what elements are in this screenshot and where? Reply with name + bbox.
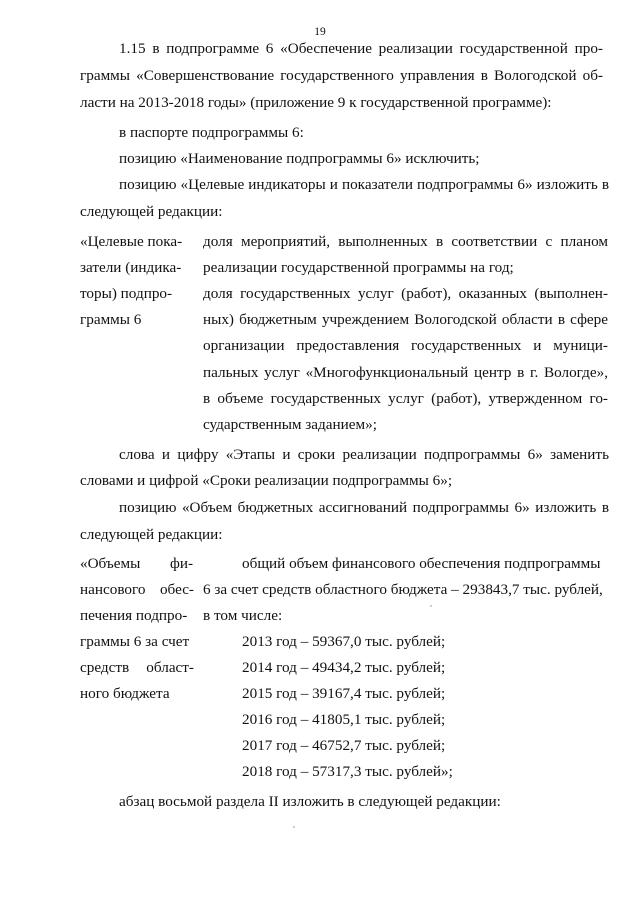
budget-right-1: общий объем финансового обеспечения подпрограммы: [242, 555, 601, 572]
budget-right-2: 6 за счет средств областного бюджета – 293843,7 тыс. рублей,: [203, 581, 603, 598]
indicators-left-1: «Целевые пока-: [80, 233, 183, 250]
indicators-right-1: доля мероприятий, выполненных в соответствии с планом: [203, 233, 608, 250]
indicators-intro-line-2: следующей редакции:: [80, 203, 223, 220]
scan-speck: [430, 605, 432, 607]
budget-intro-line-1: позицию «Объем бюджетных ассигнований подпрограммы 6» изложить в: [119, 499, 609, 516]
budget-year-2017: 2017 год – 46752,7 тыс. рублей;: [242, 737, 446, 754]
indicators-right-5: организации предоставления государственных и муници-: [203, 337, 608, 354]
indicators-left-4: граммы 6: [80, 311, 142, 328]
budget-intro-line-2: следующей редакции:: [80, 526, 223, 543]
passport-line: в паспорте подпрограммы 6:: [119, 124, 304, 141]
budget-left-3: печения подпро-: [80, 607, 188, 624]
final-line: абзац восьмой раздела II изложить в следующей редакции:: [119, 793, 501, 810]
budget-year-2014: 2014 год – 49434,2 тыс. рублей;: [242, 659, 446, 676]
budget-left-6: ного бюджета: [80, 685, 170, 702]
intro-line-3: ласти на 2013-2018 годы» (приложение 9 к государственной программе):: [80, 94, 552, 111]
budget-year-2015: 2015 год – 39167,4 тыс. рублей;: [242, 685, 446, 702]
intro-line-1: 1.15 в подпрограмме 6 «Обеспечение реализации государственной про-: [119, 40, 603, 57]
budget-left-1a: «Объемы: [80, 555, 141, 572]
budget-left-5: средств област-: [80, 659, 194, 676]
indicators-right-7: в объеме государственных услуг (работ), утвержденном го-: [203, 390, 608, 407]
budget-year-2018: 2018 год – 57317,3 тыс. рублей»;: [242, 763, 453, 780]
budget-left-2: нансового обес-: [80, 581, 194, 598]
indicators-right-3: доля государственных услуг (работ), оказанных (выполнен-: [203, 285, 608, 302]
budget-year-2013: 2013 год – 59367,0 тыс. рублей;: [242, 633, 446, 650]
budget-left-1b: фи-: [170, 555, 194, 572]
indicators-right-6: пальных услуг «Многофункциональный центр в г. Вологде»,: [203, 364, 608, 381]
indicators-right-8: сударственным заданием»;: [203, 416, 377, 433]
budget-right-3: в том числе:: [203, 607, 283, 624]
replace-line-1: слова и цифру «Этапы и сроки реализации подпрограммы 6» заменить: [119, 446, 609, 463]
intro-line-2: граммы «Совершенствование государственного управления в Вологодской об-: [80, 67, 603, 84]
budget-left-4: граммы 6 за счет: [80, 633, 190, 650]
indicators-intro-line-1: позицию «Целевые индикаторы и показатели подпрограммы 6» изложить в: [119, 176, 609, 193]
exclude-line: позицию «Наименование подпрограммы 6» исключить;: [119, 150, 480, 167]
indicators-left-3: торы) подпро-: [80, 285, 173, 302]
replace-line-2: словами и цифрой «Сроки реализации подпрограммы 6»;: [80, 472, 453, 489]
scan-speck: [293, 826, 295, 828]
indicators-right-2: реализации государственной программы на год;: [203, 259, 514, 276]
indicators-right-4: ных) бюджетным учреждением Вологодской области в сфере: [203, 311, 608, 328]
page-number: 19: [314, 26, 326, 38]
indicators-left-2: затели (индика-: [80, 259, 182, 276]
budget-year-2016: 2016 год – 41805,1 тыс. рублей;: [242, 711, 446, 728]
